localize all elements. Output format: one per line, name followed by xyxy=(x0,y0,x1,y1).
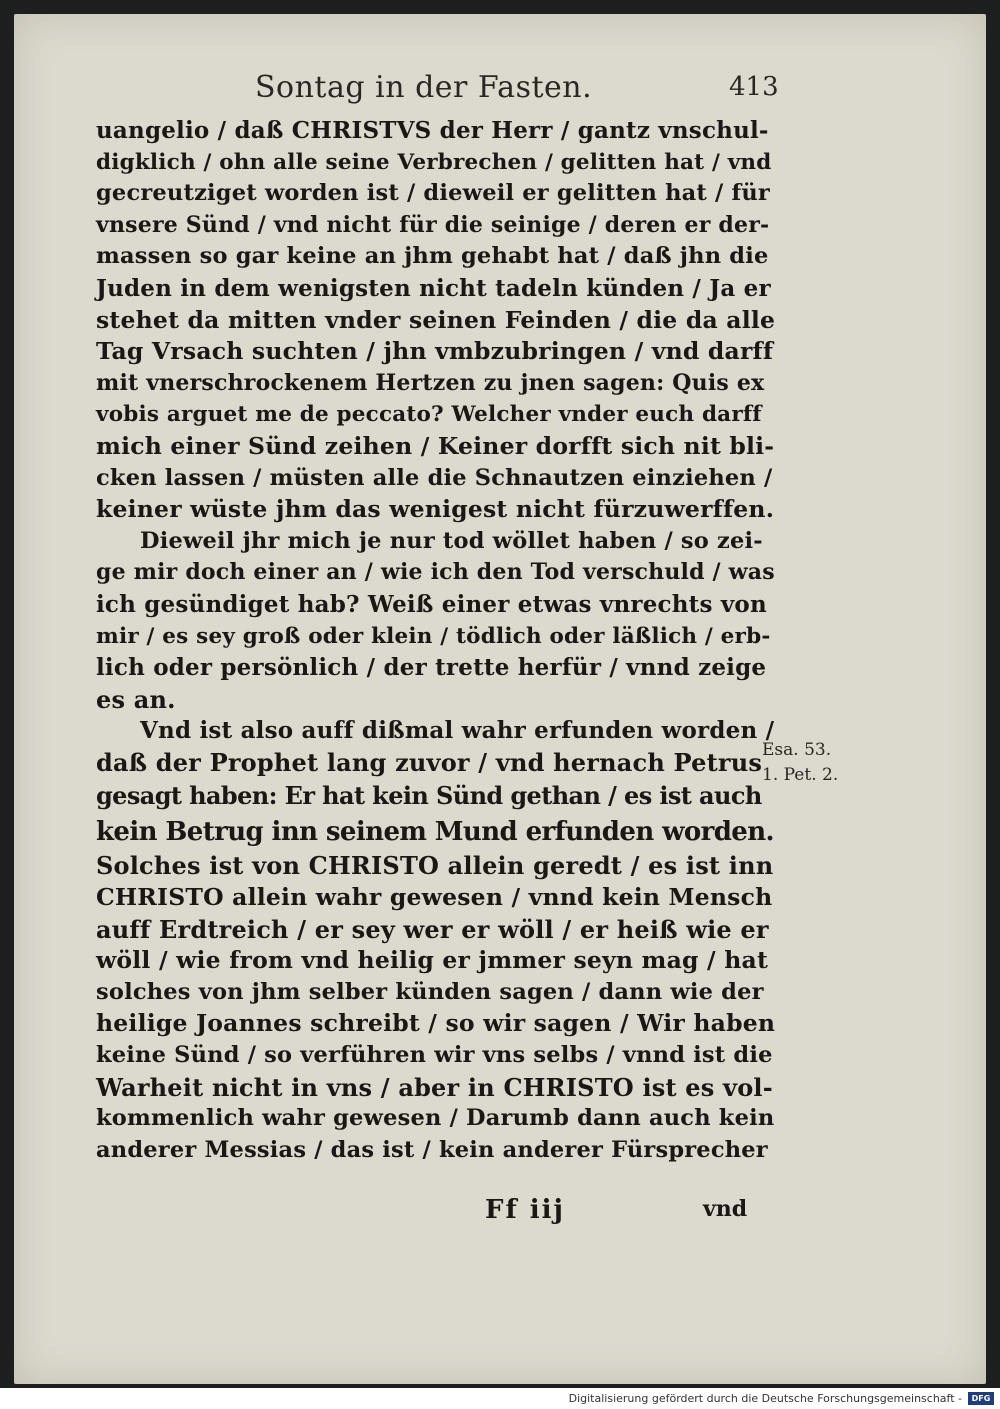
text-line: kommenlich wahr gewesen / Darumb dann auch kein xyxy=(96,1105,775,1132)
text-line: kein Betrug inn seinem Mund erfunden worden. xyxy=(96,817,774,848)
text-line: uangelio / daß CHRISTVS der Herr / gantz vnschul- xyxy=(96,117,769,144)
text-line: ich gesündiget hab? Weiß einer etwas vnrechts von xyxy=(96,590,767,618)
text-line: mich einer Sünd zeihen / Keiner dorfft sich nit bli- xyxy=(96,431,775,460)
text-line: Dieweil jhr mich je nur tod wöllet haben / so zei- xyxy=(140,527,763,554)
catchword: vnd xyxy=(703,1196,748,1222)
text-line: auff Erdtreich / er sey wer er wöll / er heiß wie er xyxy=(96,914,769,944)
text-line: daß der Prophet lang zuvor / vnd hernach Petrus xyxy=(96,747,763,777)
page-number: 413 xyxy=(729,72,779,102)
text-line: digklich / ohn alle seine Verbrechen / gelitten hat / vnd xyxy=(96,149,772,175)
text-line: es an. xyxy=(96,684,176,714)
text-line: cken lassen / müsten alle die Schnautzen einziehen / xyxy=(96,464,773,491)
running-head: Sontag in der Fasten. xyxy=(255,70,593,105)
text-line: Tag Vrsach suchten / jhn vmbzubringen / vnd darff xyxy=(96,337,774,366)
text-line: gecreutziget worden ist / dieweil er gelitten hat / für xyxy=(96,180,770,207)
text-line: ge mir doch einer an / wie ich den Tod verschuld / was xyxy=(96,559,775,586)
footer-credit: Digitalisierung gefördert durch die Deutsche Forschungsgemeinschaft - xyxy=(568,1392,962,1405)
dfg-logo-icon: DFG xyxy=(968,1392,994,1405)
body-text xyxy=(96,115,776,1166)
text-line: anderer Messias / das ist / kein anderer Fürsprecher xyxy=(96,1136,768,1163)
text-line: Juden in dem wenigsten nicht tadeln künden / Ja er xyxy=(96,274,771,302)
margin-note-peter: 1. Pet. 2. xyxy=(762,765,839,785)
text-line: keine Sünd / so verführen wir vns selbs / vnnd ist die xyxy=(96,1042,773,1069)
text-line: vnsere Sünd / vnd nicht für die seinige / deren er der- xyxy=(96,211,770,238)
text-line: CHRISTO allein wahr gewesen / vnnd kein Mensch xyxy=(96,883,773,912)
text-line: gesagt haben: Er hat kein Sünd gethan / es ist auch xyxy=(96,781,762,811)
text-line: solches von jhm selber künden sagen / dann wie der xyxy=(96,978,764,1005)
text-line: massen so gar keine an jhm gehabt hat / daß jhn die xyxy=(96,243,769,270)
text-line: mir / es sey groß oder klein / tödlich oder läßlich / erb- xyxy=(96,623,771,649)
text-line: wöll / wie from vnd heilig er jmmer seyn mag / hat xyxy=(96,946,768,975)
text-line: Warheit nicht in vns / aber in CHRISTO ist es vol- xyxy=(96,1072,773,1102)
text-line: heilige Joannes schreibt / so wir sagen / Wir haben xyxy=(96,1009,776,1038)
signature-mark: Ff iij xyxy=(485,1195,565,1225)
text-line: Solches ist von CHRISTO allein geredt / es ist inn xyxy=(96,851,774,881)
text-line: Vnd ist also auff dißmal wahr erfunden worden / xyxy=(140,717,775,745)
text-line: stehet da mitten vnder seinen Feinden / die da alle xyxy=(96,305,776,334)
margin-note-isaiah: Esa. 53. xyxy=(762,740,832,760)
text-line: mit vnerschrockenem Hertzen zu jnen sagen: Quis ex xyxy=(96,369,765,396)
text-line: keiner wüste jhm das wenigest nicht fürzuwerffen. xyxy=(96,495,775,524)
text-line: lich oder persönlich / der trette herfür / vnnd zeige xyxy=(96,654,767,682)
text-line: vobis arguet me de peccato? Welcher vnder euch darff xyxy=(96,402,762,428)
